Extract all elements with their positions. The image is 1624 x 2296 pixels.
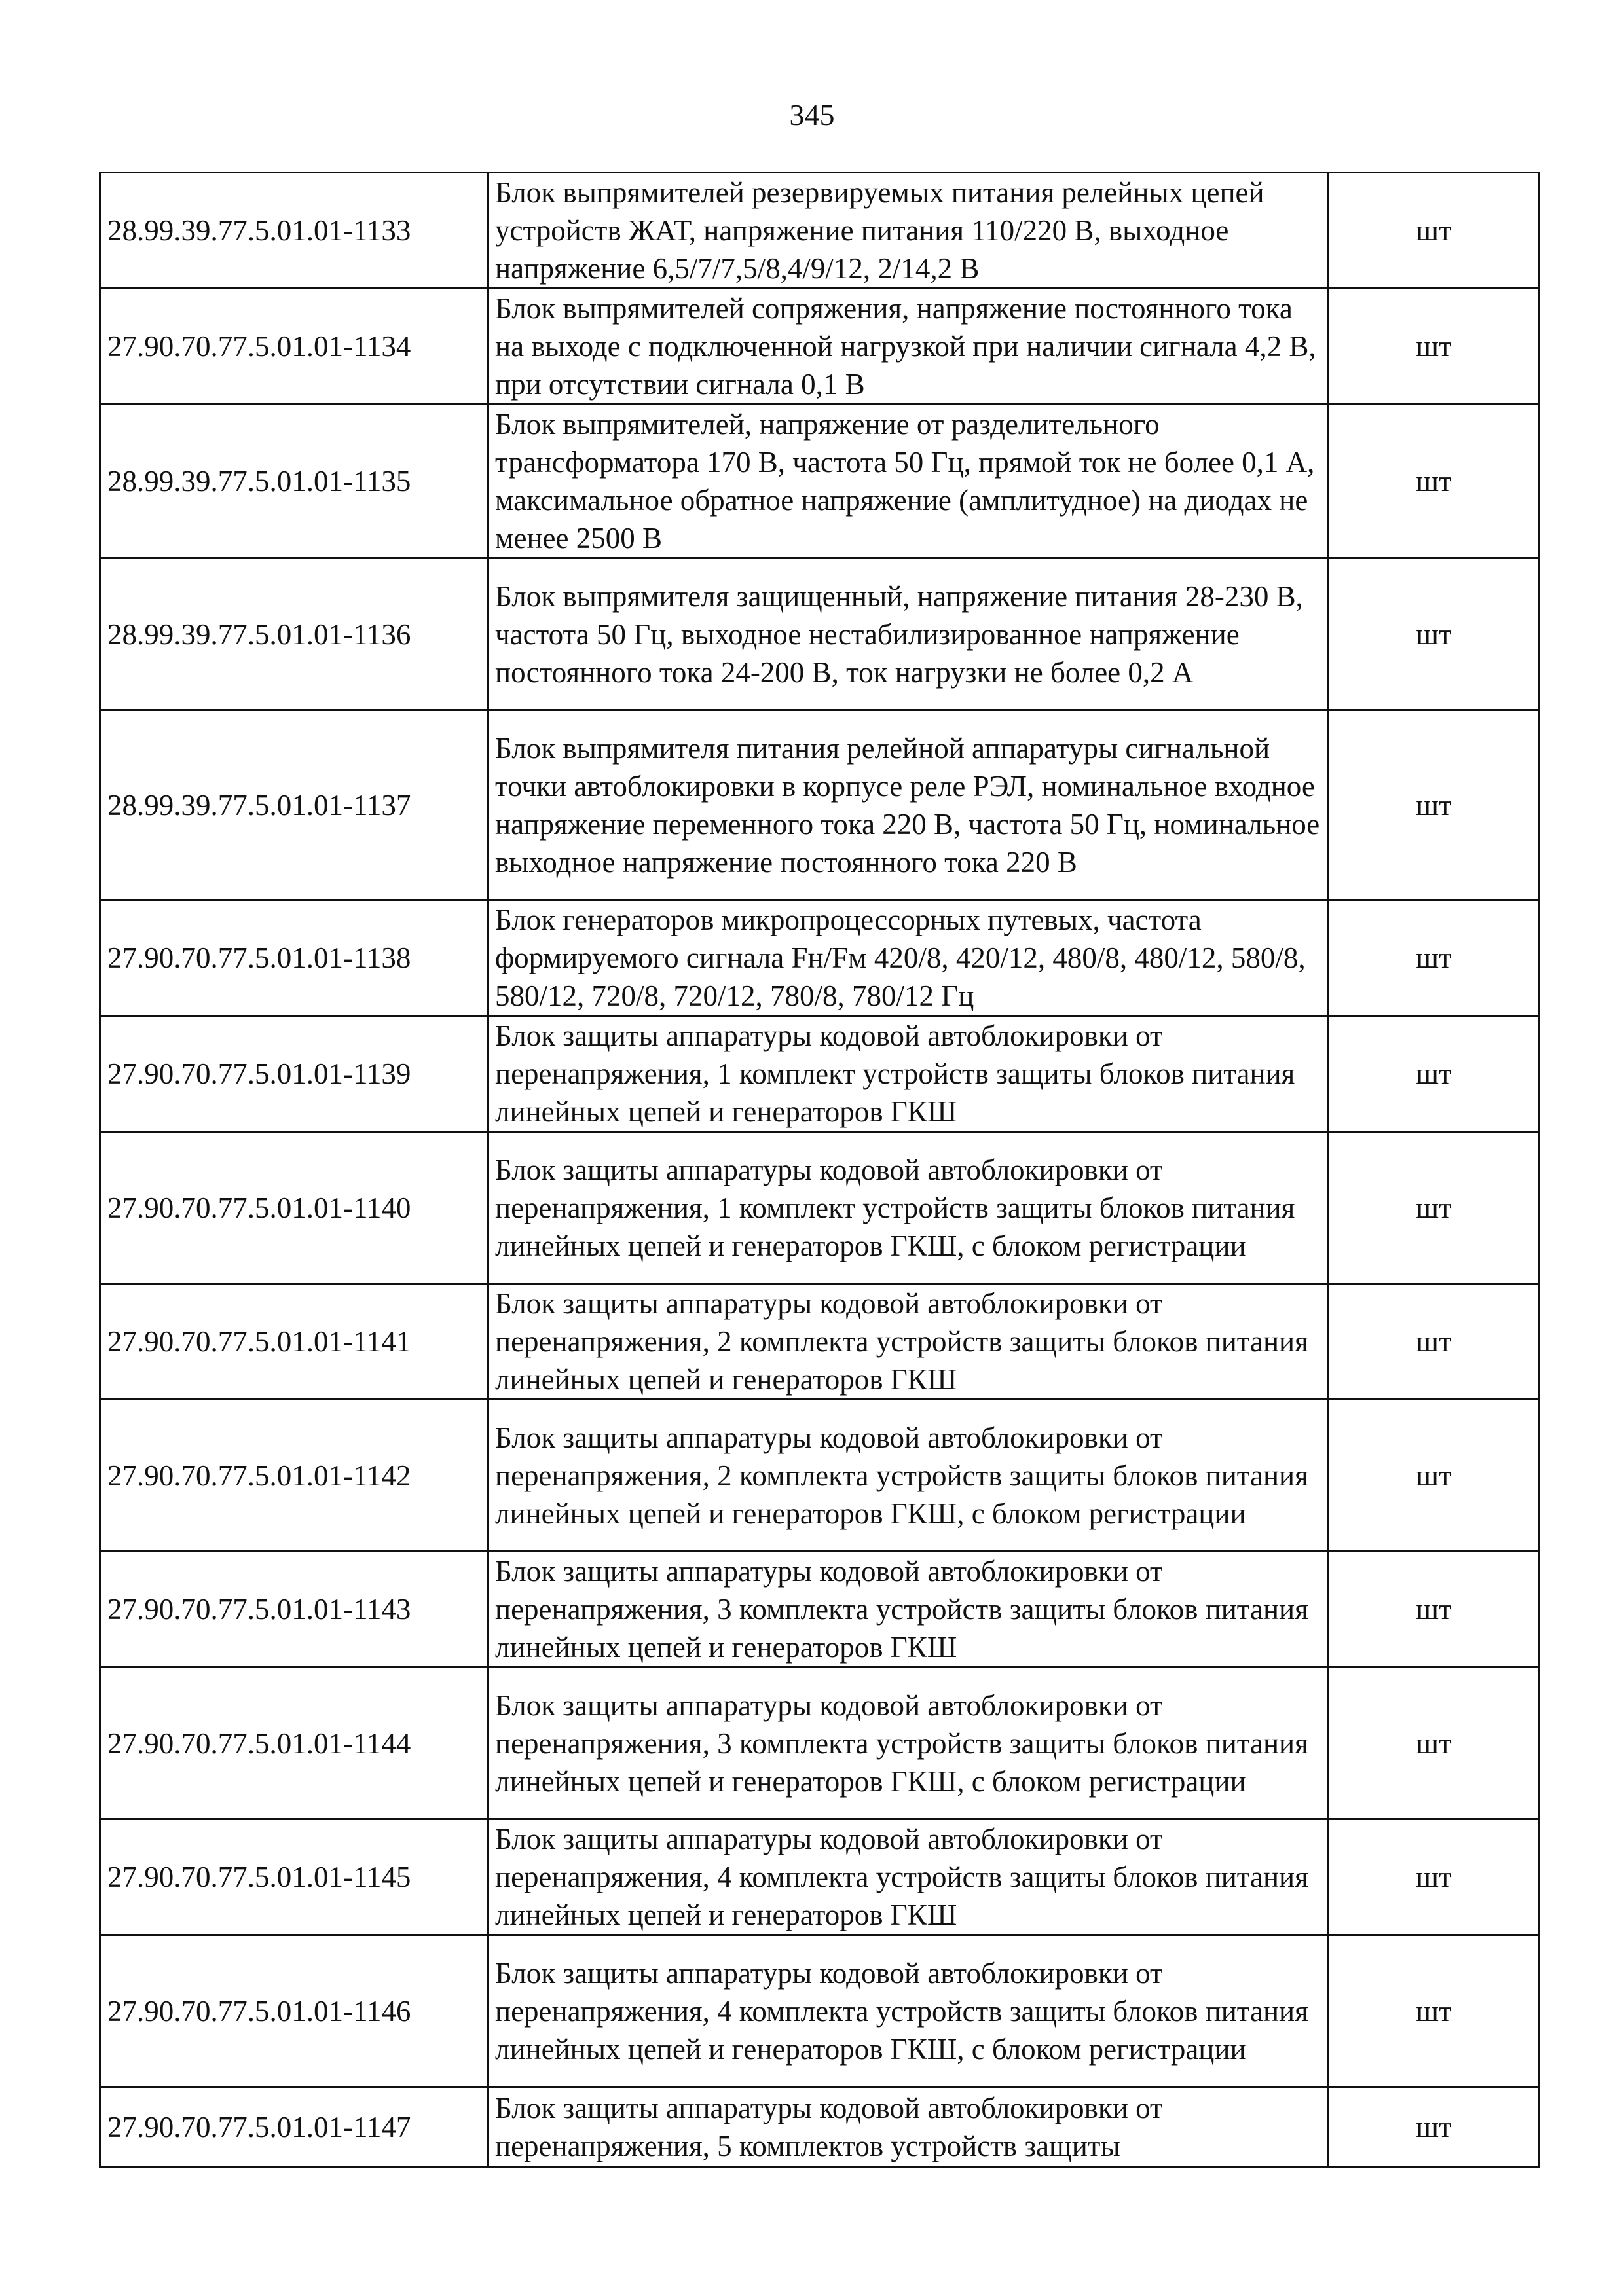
resource-description-cell: Блок защиты аппаратуры кодовой автоблокировки от перенапряжения, 1 комплект устройств защиты блоков питания линейных цепей и генераторов ГКШ, с блоком регистрации bbox=[488, 1132, 1329, 1284]
unit-cell: шт bbox=[1329, 1552, 1540, 1667]
unit-cell: шт bbox=[1329, 900, 1540, 1016]
resource-description-cell: Блок выпрямителей сопряжения, напряжение постоянного тока на выходе с подключенной нагрузкой при наличии сигнала 4,2 В, при отсутствии сигнала 0,1 В bbox=[488, 289, 1329, 405]
unit-cell: шт bbox=[1329, 1284, 1540, 1400]
resource-description-cell: Блок защиты аппаратуры кодовой автоблокировки от перенапряжения, 2 комплекта устройств защиты блоков питания линейных цепей и генераторов ГКШ, с блоком регистрации bbox=[488, 1400, 1329, 1552]
unit-cell: шт bbox=[1329, 710, 1540, 900]
resource-code-cell: 27.90.70.77.5.01.01-1146 bbox=[100, 1935, 488, 2087]
resource-code-cell: 28.99.39.77.5.01.01-1135 bbox=[100, 405, 488, 558]
resource-code-cell: 27.90.70.77.5.01.01-1147 bbox=[100, 2087, 488, 2167]
resource-code-cell: 27.90.70.77.5.01.01-1139 bbox=[100, 1016, 488, 1132]
table-row bbox=[100, 173, 1540, 289]
unit-cell: шт bbox=[1329, 1935, 1540, 2087]
table-row bbox=[100, 558, 1540, 710]
resource-description-cell: Блок защиты аппаратуры кодовой автоблокировки от перенапряжения, 3 комплекта устройств защиты блоков питания линейных цепей и генераторов ГКШ bbox=[488, 1552, 1329, 1667]
resource-description-cell: Блок защиты аппаратуры кодовой автоблокировки от перенапряжения, 5 комплектов устройств защиты bbox=[488, 2087, 1329, 2167]
resource-description-cell: Блок генераторов микропроцессорных путевых, частота формируемого сигнала Fн/Fм 420/8, 420/12, 480/8, 480/12, 580/8, 580/12, 720/8, 720/12, 780/8, 780/12 Гц bbox=[488, 900, 1329, 1016]
unit-cell: шт bbox=[1329, 173, 1540, 289]
unit-cell: шт bbox=[1329, 2087, 1540, 2167]
resource-description-cell: Блок выпрямителя защищенный, напряжение питания 28-230 В, частота 50 Гц, выходное нестабилизированное напряжение постоянного тока 24-200 В, ток нагрузки не более 0,2 А bbox=[488, 558, 1329, 710]
resource-code-cell: 28.99.39.77.5.01.01-1136 bbox=[100, 558, 488, 710]
resource-code-cell: 27.90.70.77.5.01.01-1141 bbox=[100, 1284, 488, 1400]
unit-cell: шт bbox=[1329, 1016, 1540, 1132]
table-row bbox=[100, 1819, 1540, 1935]
resource-description-cell: Блок защиты аппаратуры кодовой автоблокировки от перенапряжения, 1 комплект устройств защиты блоков питания линейных цепей и генераторов ГКШ bbox=[488, 1016, 1329, 1132]
resource-description-cell: Блок защиты аппаратуры кодовой автоблокировки от перенапряжения, 3 комплекта устройств защиты блоков питания линейных цепей и генераторов ГКШ, с блоком регистрации bbox=[488, 1667, 1329, 1819]
resource-description-cell: Блок выпрямителя питания релейной аппаратуры сигнальной точки автоблокировки в корпусе реле РЭЛ, номинальное входное напряжение переменного тока 220 В, частота 50 Гц, номинальное выходное напряжение постоянного тока 220 В bbox=[488, 710, 1329, 900]
table-row bbox=[100, 1016, 1540, 1132]
table-row bbox=[100, 1935, 1540, 2087]
table-row bbox=[100, 1667, 1540, 1819]
resource-code-cell: 27.90.70.77.5.01.01-1143 bbox=[100, 1552, 488, 1667]
table-row bbox=[100, 2087, 1540, 2167]
resource-description-cell: Блок выпрямителей резервируемых питания релейных цепей устройств ЖАТ, напряжение питания 110/220 В, выходное напряжение 6,5/7/7,5/8,4/9/12, 2/14,2 В bbox=[488, 173, 1329, 289]
unit-cell: шт bbox=[1329, 558, 1540, 710]
table-row bbox=[100, 289, 1540, 405]
unit-cell: шт bbox=[1329, 1667, 1540, 1819]
table-row bbox=[100, 1132, 1540, 1284]
resource-code-cell: 27.90.70.77.5.01.01-1138 bbox=[100, 900, 488, 1016]
resource-description-cell: Блок выпрямителей, напряжение от разделительного трансформатора 170 В, частота 50 Гц, прямой ток не более 0,1 А, максимальное обратное напряжение (амплитудное) на диодах не менее 2500 В bbox=[488, 405, 1329, 558]
resource-code-cell: 27.90.70.77.5.01.01-1134 bbox=[100, 289, 488, 405]
unit-cell: шт bbox=[1329, 1400, 1540, 1552]
resource-code-cell: 27.90.70.77.5.01.01-1144 bbox=[100, 1667, 488, 1819]
table-row bbox=[100, 900, 1540, 1016]
unit-cell: шт bbox=[1329, 405, 1540, 558]
table-row bbox=[100, 405, 1540, 558]
resource-description-cell: Блок защиты аппаратуры кодовой автоблокировки от перенапряжения, 4 комплекта устройств защиты блоков питания линейных цепей и генераторов ГКШ bbox=[488, 1819, 1329, 1935]
unit-cell: шт bbox=[1329, 1132, 1540, 1284]
resource-code-cell: 27.90.70.77.5.01.01-1145 bbox=[100, 1819, 488, 1935]
resource-description-cell: Блок защиты аппаратуры кодовой автоблокировки от перенапряжения, 4 комплекта устройств защиты блоков питания линейных цепей и генераторов ГКШ, с блоком регистрации bbox=[488, 1935, 1329, 2087]
table-row bbox=[100, 710, 1540, 900]
resource-code-cell: 28.99.39.77.5.01.01-1133 bbox=[100, 173, 488, 289]
table-row bbox=[100, 1552, 1540, 1667]
unit-cell: шт bbox=[1329, 289, 1540, 405]
catalog-table bbox=[99, 172, 1540, 2168]
resource-code-cell: 27.90.70.77.5.01.01-1142 bbox=[100, 1400, 488, 1552]
table-row bbox=[100, 1284, 1540, 1400]
resource-code-cell: 27.90.70.77.5.01.01-1140 bbox=[100, 1132, 488, 1284]
page-number: 345 bbox=[789, 98, 835, 132]
table-row bbox=[100, 1400, 1540, 1552]
catalog-table-body bbox=[100, 173, 1540, 2167]
resource-code-cell: 28.99.39.77.5.01.01-1137 bbox=[100, 710, 488, 900]
unit-cell: шт bbox=[1329, 1819, 1540, 1935]
resource-description-cell: Блок защиты аппаратуры кодовой автоблокировки от перенапряжения, 2 комплекта устройств защиты блоков питания линейных цепей и генераторов ГКШ bbox=[488, 1284, 1329, 1400]
